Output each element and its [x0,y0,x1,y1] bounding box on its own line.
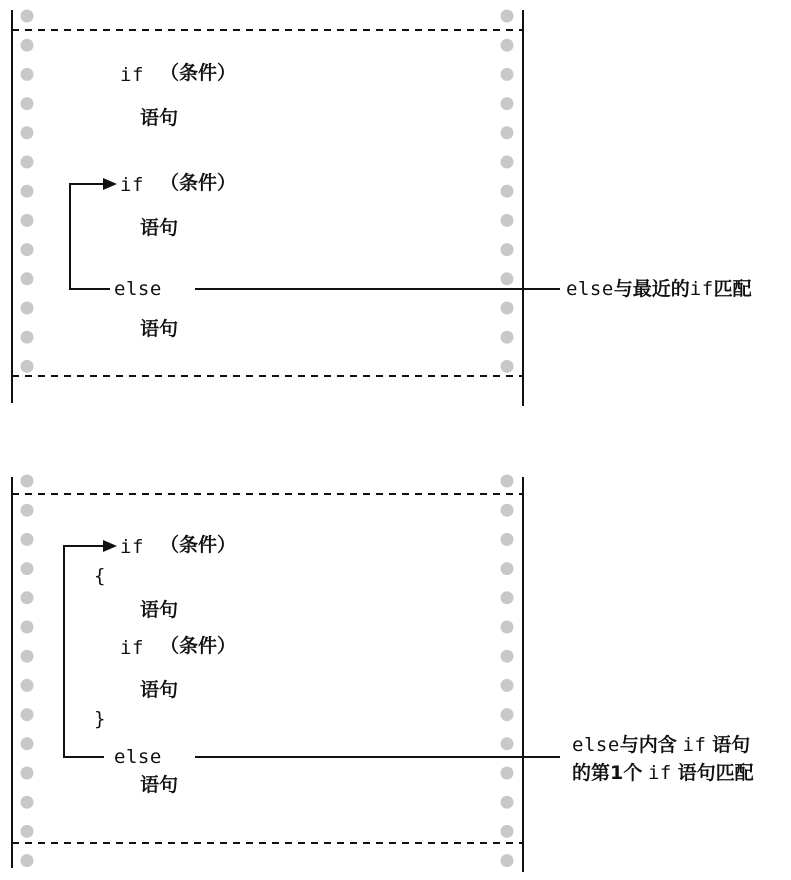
top-if-keyword-1: if [120,64,144,86]
perforation-hole [501,475,514,488]
perforation-hole [21,854,34,867]
perforation-hole [21,679,34,692]
top-statement-3: 语句 [140,318,179,340]
bottom-open-brace: { [94,565,106,587]
top-callout-else: else [566,278,614,300]
bottom-statement-3: 语句 [140,774,179,796]
perforation-hole [21,185,34,198]
perforation-hole [501,796,514,809]
perforation-hole [501,156,514,169]
perforation-hole [501,591,514,604]
perforation-hole [21,796,34,809]
bottom-else-keyword: else [114,746,162,768]
bottom-callout-text-3: 的第1个 [572,762,643,784]
bottom-callout-line-2 [572,764,754,783]
perforation-hole [21,650,34,663]
perforation-holes [21,10,514,868]
bottom-callout-line-1 [572,736,750,755]
perforation-hole [21,39,34,52]
perforation-hole [501,360,514,373]
perforation-hole [21,621,34,634]
bottom-arrowhead [103,540,117,552]
perforation-hole [501,10,514,23]
top-arrowhead [103,178,117,190]
top-statement-2: 语句 [140,217,179,239]
bottom-condition-1: （条件） [160,534,237,556]
bottom-callout-if-2: if [647,762,672,784]
top-else-keyword: else [114,278,162,300]
bottom-condition-2: （条件） [160,635,237,657]
perforation-hole [501,39,514,52]
bottom-callout-text-2: 语句 [712,734,751,756]
perforation-hole [501,243,514,256]
bottom-callout-if-1: if [682,734,707,756]
bottom-callout-text-4: 语句匹配 [677,762,754,784]
perforation-hole [501,97,514,110]
bottom-if-keyword-1: if [120,536,144,558]
perforation-hole [21,10,34,23]
perforation-hole [501,185,514,198]
perforation-hole [21,360,34,373]
perforation-hole [501,272,514,285]
perforation-hole [21,331,34,344]
perforation-hole [501,302,514,315]
perforation-hole [21,825,34,838]
perforation-hole [501,504,514,517]
perforation-hole [501,621,514,634]
perforation-hole [501,126,514,139]
perforation-hole [21,272,34,285]
bottom-callout-else: else [572,734,620,756]
perforation-hole [501,679,514,692]
top-callout [566,280,752,299]
perforation-hole [501,533,514,546]
perforation-hole [21,214,34,227]
perforation-hole [501,854,514,867]
perforation-hole [21,504,34,517]
perforation-hole [21,475,34,488]
perforation-hole [501,825,514,838]
perforation-hole [21,737,34,750]
bottom-statement-1: 语句 [140,599,179,621]
top-condition-2: （条件） [160,172,237,194]
top-callout-text-1: 与最近的 [613,278,690,300]
perforation-hole [501,214,514,227]
perforation-hole [501,767,514,780]
top-statement-1: 语句 [140,107,179,129]
perforation-hole [501,331,514,344]
perforation-hole [21,156,34,169]
top-if-keyword-2: if [120,174,144,196]
perforation-hole [501,650,514,663]
bottom-close-brace: } [94,708,106,730]
bottom-if-keyword-2: if [120,637,144,659]
perforation-hole [501,737,514,750]
top-condition-1: （条件） [160,62,237,84]
perforation-hole [21,243,34,256]
perforation-hole [21,533,34,546]
perforation-hole [501,562,514,575]
top-callout-if: if [689,278,714,300]
perforation-hole [21,126,34,139]
perforation-hole [501,708,514,721]
top-bracket-arrow-line [70,184,110,289]
bottom-callout-text-1: 与内含 [619,734,677,756]
bottom-statement-2: 语句 [140,679,179,701]
perforation-hole [21,562,34,575]
perforation-hole [21,302,34,315]
top-callout-text-2: 匹配 [713,278,752,300]
perforation-hole [21,767,34,780]
perforation-hole [21,68,34,81]
perforation-hole [21,97,34,110]
perforation-hole [21,591,34,604]
perforation-hole [21,708,34,721]
perforation-hole [501,68,514,81]
